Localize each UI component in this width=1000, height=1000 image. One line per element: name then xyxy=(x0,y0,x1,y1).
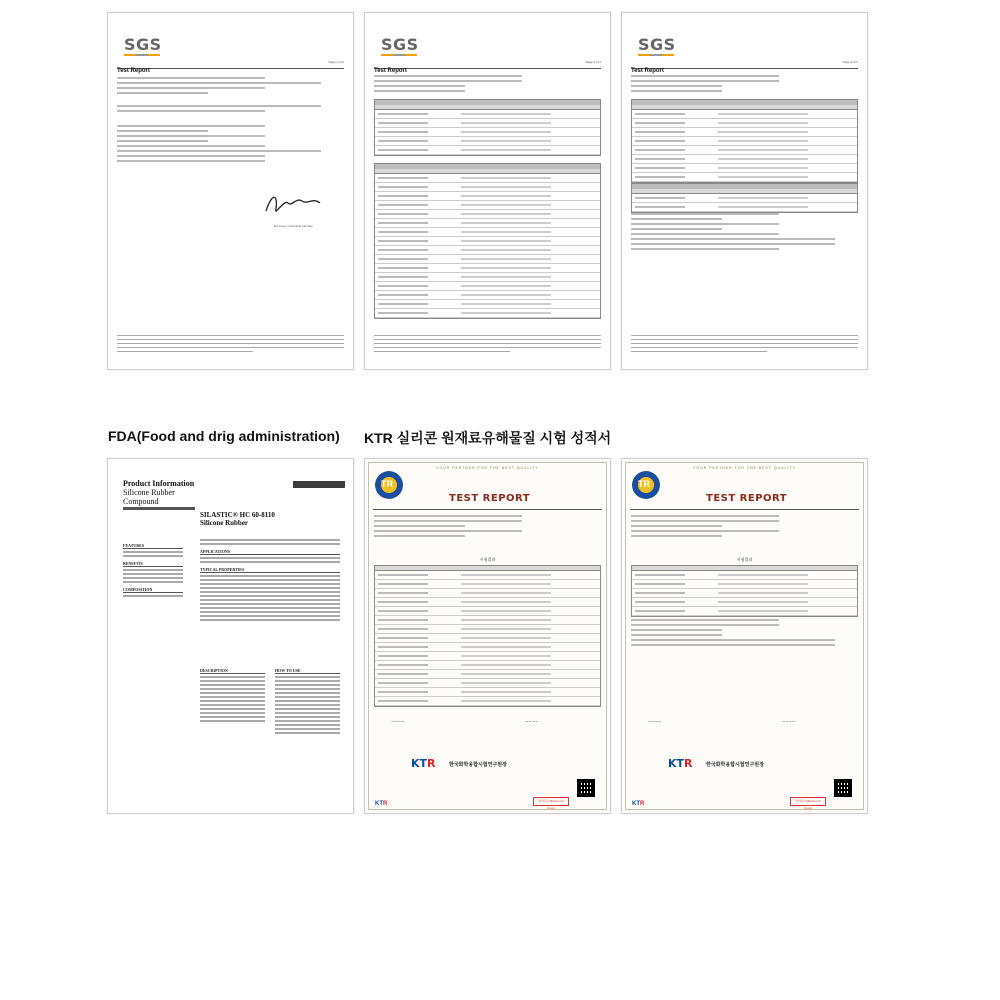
footer-text xyxy=(117,335,344,355)
description-column: DESCRIPTION xyxy=(200,664,265,724)
result-table xyxy=(631,565,858,617)
left-column: FEATURES BENEFITS COMPOSITION xyxy=(123,539,183,599)
sgs-report-page-2[interactable] xyxy=(364,12,611,370)
header-rule xyxy=(123,507,195,510)
report-header: Test Report Page 3 of 6 xyxy=(631,60,858,74)
signature-left: ~~~~ xyxy=(391,719,405,724)
sgs-logo: SGS xyxy=(638,35,674,57)
heavy-metals-table xyxy=(374,99,601,156)
product-name: SILASTIC® HC 60-8110 Silicone Rubber xyxy=(200,511,275,527)
report-meta xyxy=(631,515,858,540)
sample-info xyxy=(631,75,858,95)
result-table xyxy=(374,565,601,707)
ktr-report-page-1[interactable] xyxy=(364,458,611,814)
result-table-title: 시험결과 xyxy=(736,557,753,562)
test-report-title: TEST REPORT xyxy=(706,493,788,504)
signature-right: ~~~~ xyxy=(782,719,796,724)
top-cropped-caption xyxy=(108,0,838,6)
sgs-report-page-1[interactable] xyxy=(107,12,354,370)
ktr-logo: KTR xyxy=(668,757,693,770)
signature-left: ~~~~ xyxy=(648,719,662,724)
ktr-footer-logo: KTR xyxy=(632,801,645,807)
ktr-section-label: KTR 실리콘 원재료유해물질 시험 성적서 xyxy=(364,430,612,446)
report-header: Test Report Page 1 of 6 xyxy=(117,60,344,74)
right-column: APPLICATIONS TYPICAL PROPERTIES xyxy=(200,539,340,623)
qr-code-icon xyxy=(577,779,595,797)
report-header: Test Report Page 2 of 6 xyxy=(374,60,601,74)
ktr-banner: YOUR PARTNER FOR THE BEST QUALITY xyxy=(436,466,539,470)
electronic-copy-stamp: 전자문서(Electronic Copy) xyxy=(533,797,569,806)
sgs-report-page-3[interactable] xyxy=(621,12,868,370)
ktr-seal-icon: TR xyxy=(632,471,660,499)
footer-text xyxy=(374,335,601,355)
sample-info xyxy=(117,125,344,165)
notes xyxy=(631,619,858,649)
notes xyxy=(631,213,858,253)
product-info-title: Product Information Silicone Rubber Compound xyxy=(123,479,195,506)
ktr-footer-logo: KTR xyxy=(375,801,388,807)
flame-retardant-table xyxy=(631,99,858,183)
ktr-seal-icon: TR xyxy=(375,471,403,499)
flame-retardant-table xyxy=(374,163,601,319)
test-report-title: TEST REPORT xyxy=(449,493,531,504)
qr-code-icon xyxy=(834,779,852,797)
report-meta xyxy=(374,515,601,540)
sgs-logo: SGS xyxy=(381,35,417,57)
sample-info xyxy=(374,75,601,95)
ktr-report-page-2[interactable] xyxy=(621,458,868,814)
ktr-org-name: 한국화학융합시험연구원장 xyxy=(706,762,764,768)
address-block xyxy=(117,77,344,97)
ktr-banner: YOUR PARTNER FOR THE BEST QUALITY xyxy=(693,466,796,470)
intro-text xyxy=(117,105,344,115)
footer-text xyxy=(631,335,858,355)
sgs-logo: SGS xyxy=(124,35,160,57)
how-to-use-column: HOW TO USE xyxy=(275,664,340,736)
electronic-copy-stamp: 전자문서(Electronic Copy) xyxy=(790,797,826,806)
brand-badge xyxy=(293,481,345,488)
result-table-title: 시험결과 xyxy=(479,557,496,562)
fda-section-label: FDA(Food and drig administration) xyxy=(108,428,340,444)
ktr-logo: KTR xyxy=(411,757,436,770)
signature-right: ~~~~ xyxy=(525,719,539,724)
signature: Jeff Jiang / Chemical Lab Mgr xyxy=(258,189,328,229)
halogen-table xyxy=(631,183,858,213)
ktr-org-name: 한국화학융합시험연구원장 xyxy=(449,762,507,768)
fda-product-sheet[interactable] xyxy=(107,458,354,814)
